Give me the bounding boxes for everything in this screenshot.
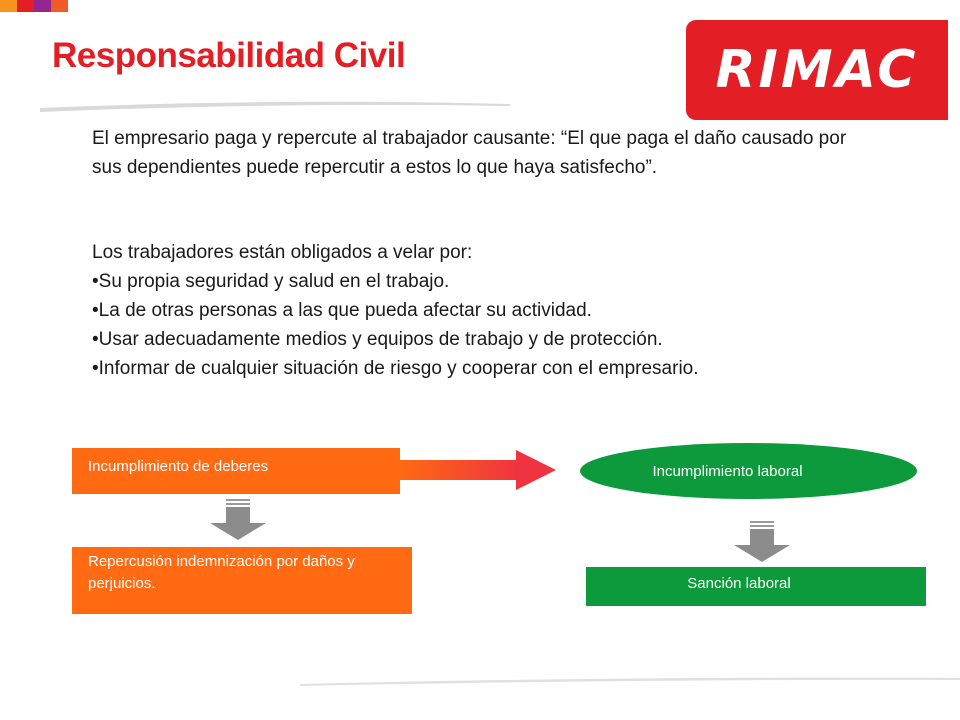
duty-item: • Su propia seguridad y salud en el trabajo. [92, 267, 852, 296]
duty-item: • Informar de cualquier situación de riesgo y cooperar con el empresario. [92, 354, 852, 383]
slide-title: Responsabilidad Civil [52, 36, 406, 75]
duties-intro: Los trabajadores están obligados a velar por: [92, 242, 473, 263]
intro-paragraph: El empresario paga y repercute al trabajador causante: “El que paga el daño causado por sus dependientes puede repercutir a estos lo que haya satisfecho”. [92, 128, 847, 178]
right-arrow-icon [400, 450, 556, 490]
down-arrow-left-icon [210, 499, 266, 540]
logo-text: RIMAC [715, 40, 919, 100]
bottom-swoosh [300, 676, 960, 686]
duty-item: • Usar adecuadamente medios y equipos de trabajo y de protección. [92, 325, 852, 354]
incumplimiento-laboral-ellipse [580, 443, 917, 499]
ellipse-label: Incumplimiento laboral [652, 462, 803, 480]
repercusion-box: Repercusión indemnización por daños y perjuicios. [72, 547, 412, 614]
down-arrow-right-icon [734, 521, 790, 562]
duty-item: • La de otras personas a las que pueda afectar su actividad. [92, 296, 852, 325]
sancion-laboral-box: Sanción laboral [586, 567, 926, 606]
incumplimiento-deberes-box: Incumplimiento de deberes [72, 448, 400, 494]
